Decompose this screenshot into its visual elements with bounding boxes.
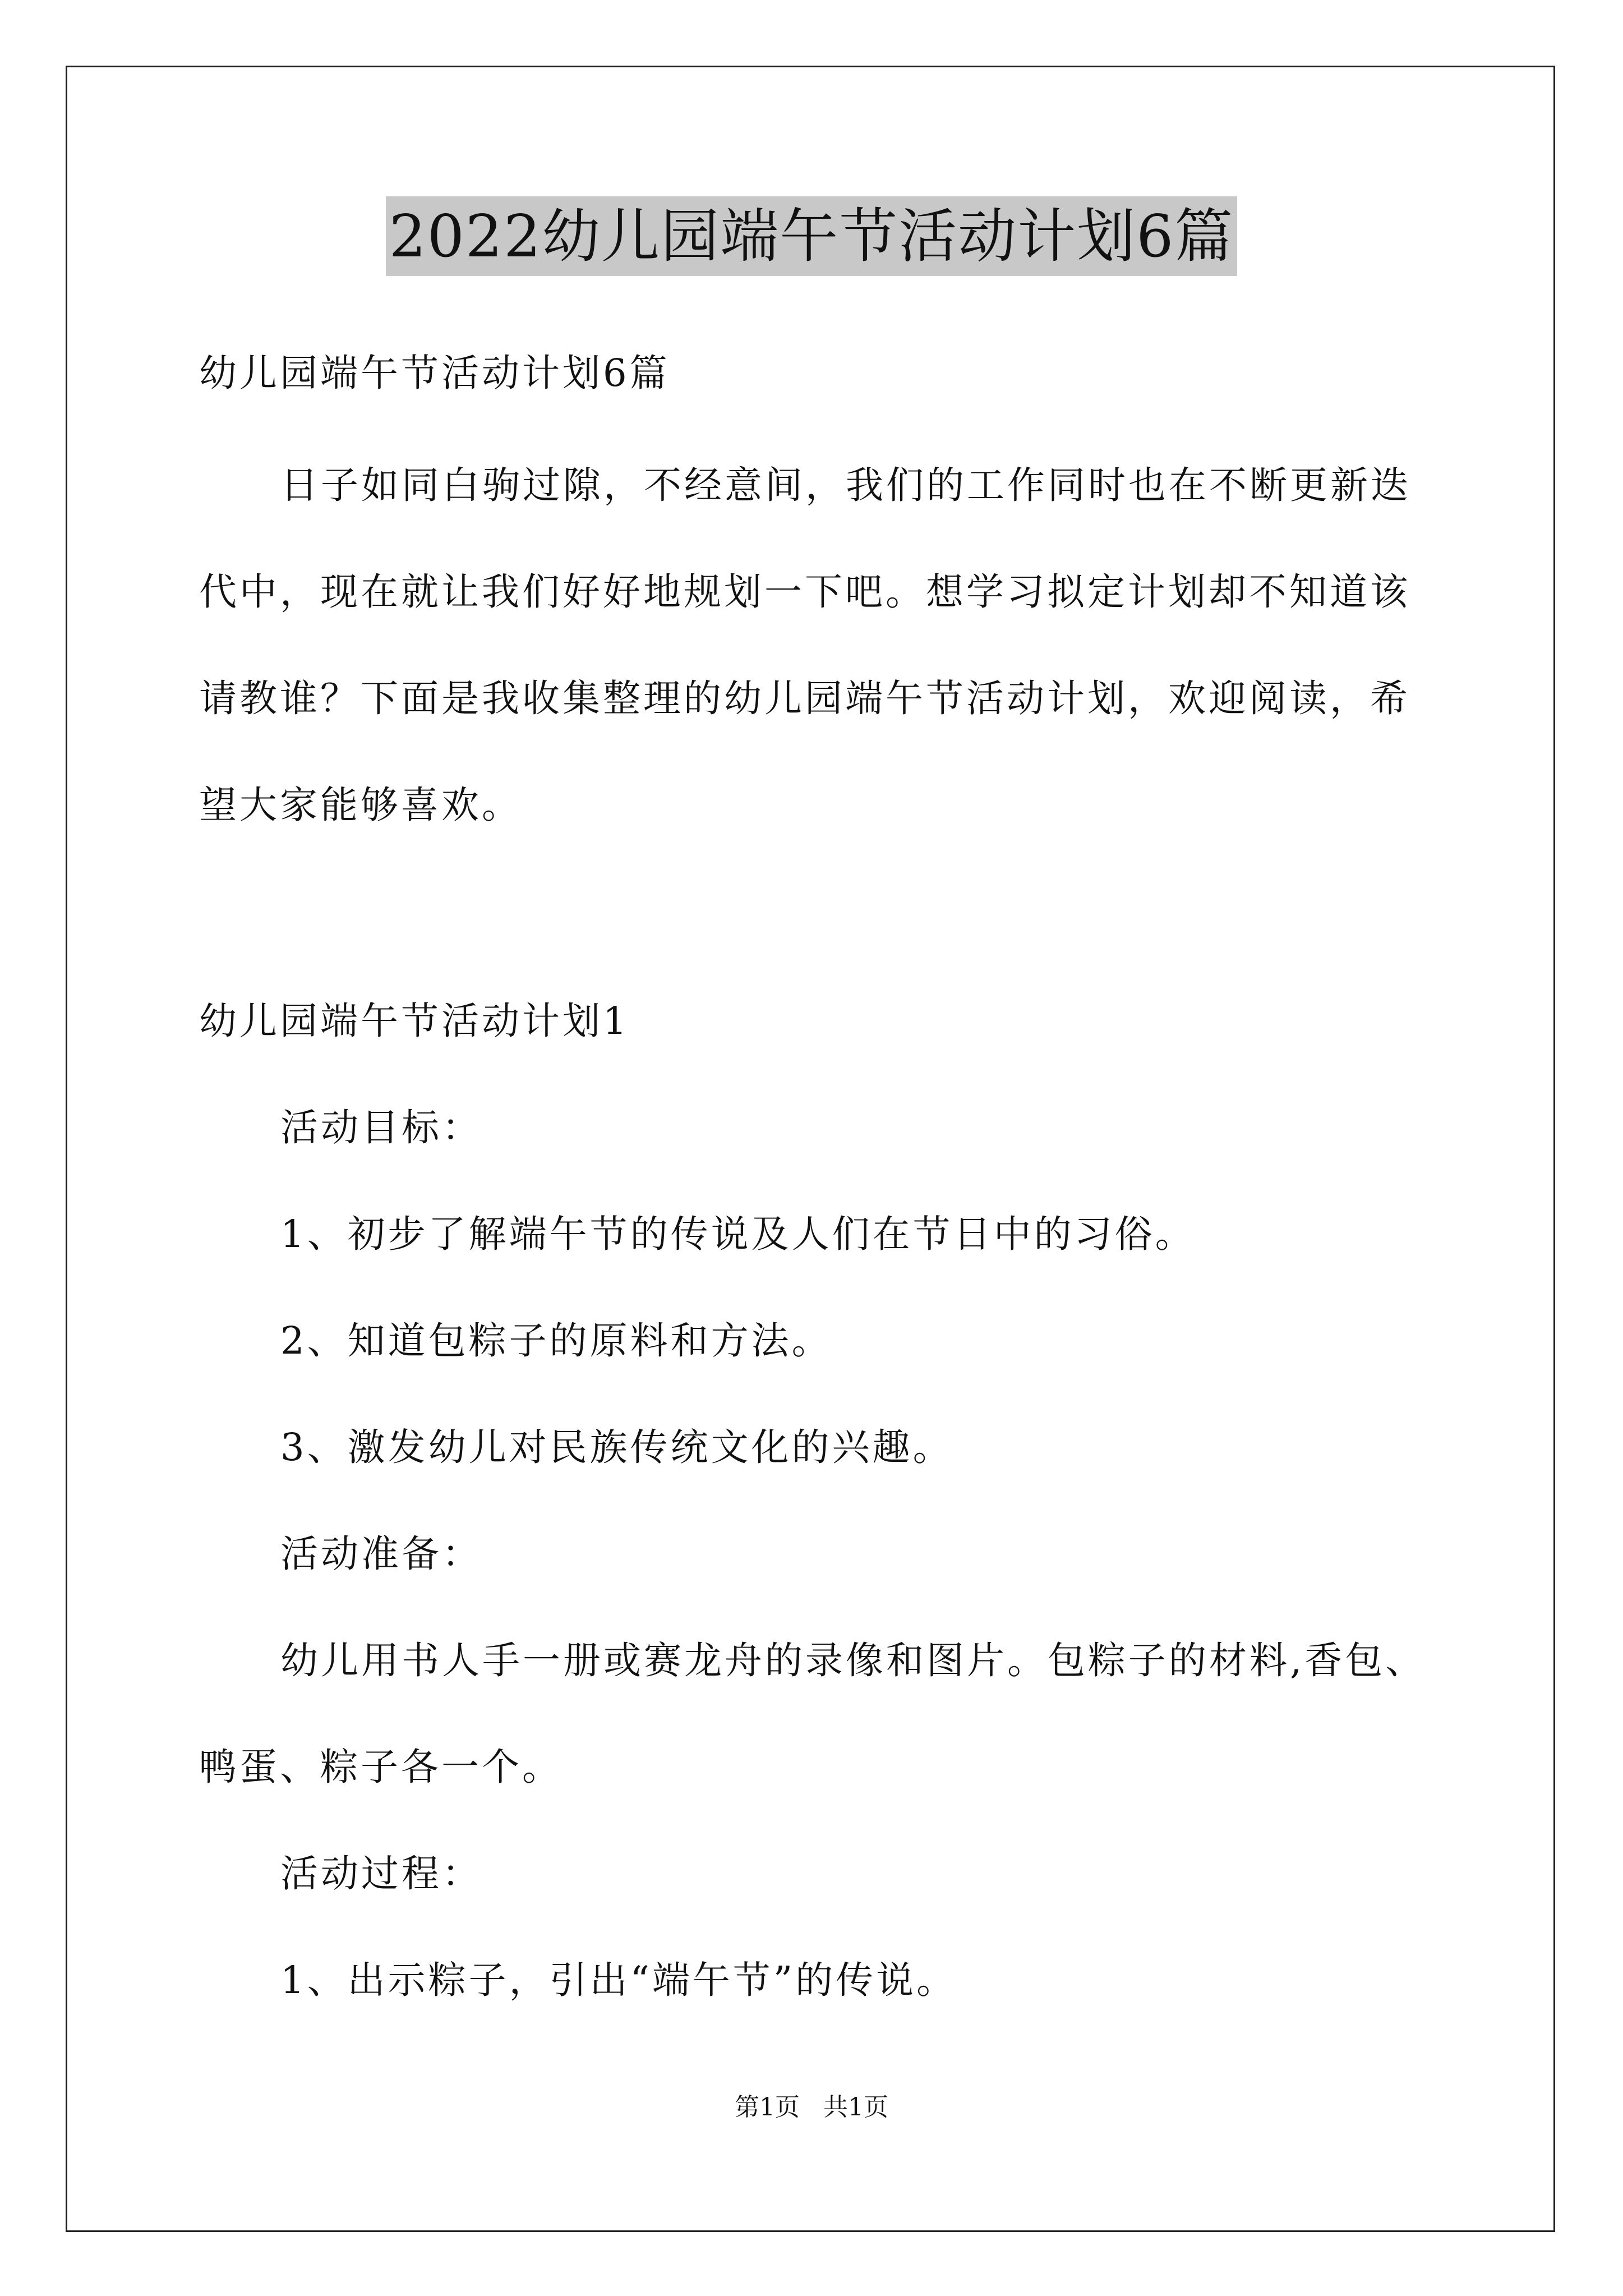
activity-process-label: 活动过程： [280,1852,482,1895]
prep-line-2: 鸭蛋、粽子各一个。 [199,1745,562,1789]
goal-item-1: 1、初步了解端午节的传说及人们在节日中的习俗。 [280,1212,1196,1256]
document-title: 2022幼儿园端午节活动计划6篇 [386,196,1238,276]
process-item-1: 1、出示粽子，引出“端午节”的传说。 [280,1958,957,2002]
page-footer: 第1页 共1页 [735,2093,888,2122]
activity-prep-label: 活动准备： [280,1532,482,1576]
title-container [0,196,1623,276]
prep-line-1: 幼儿用书人手一册或赛龙舟的录像和图片。包粽子的材料,香包、 [280,1639,1426,1682]
intro-line-1: 日子如同白驹过隙，不经意间，我们的工作同时也在不断更新迭 [280,463,1411,507]
goal-item-3: 3、激发幼儿对民族传统文化的兴趣。 [280,1425,953,1469]
section-heading-1: 幼儿园端午节活动计划1 [199,999,630,1043]
intro-line-2: 代中，现在就让我们好好地规划一下吧。想学习拟定计划却不知道该 [199,570,1410,614]
intro-line-3: 请教谁？下面是我收集整理的幼儿园端午节活动计划，欢迎阅读，希 [199,677,1410,720]
intro-line-4: 望大家能够喜欢。 [199,783,522,827]
subtitle-line: 幼儿园端午节活动计划6篇 [199,351,670,395]
goal-item-2: 2、知道包粽子的原料和方法。 [280,1319,832,1363]
activity-goals-label: 活动目标： [280,1106,482,1149]
